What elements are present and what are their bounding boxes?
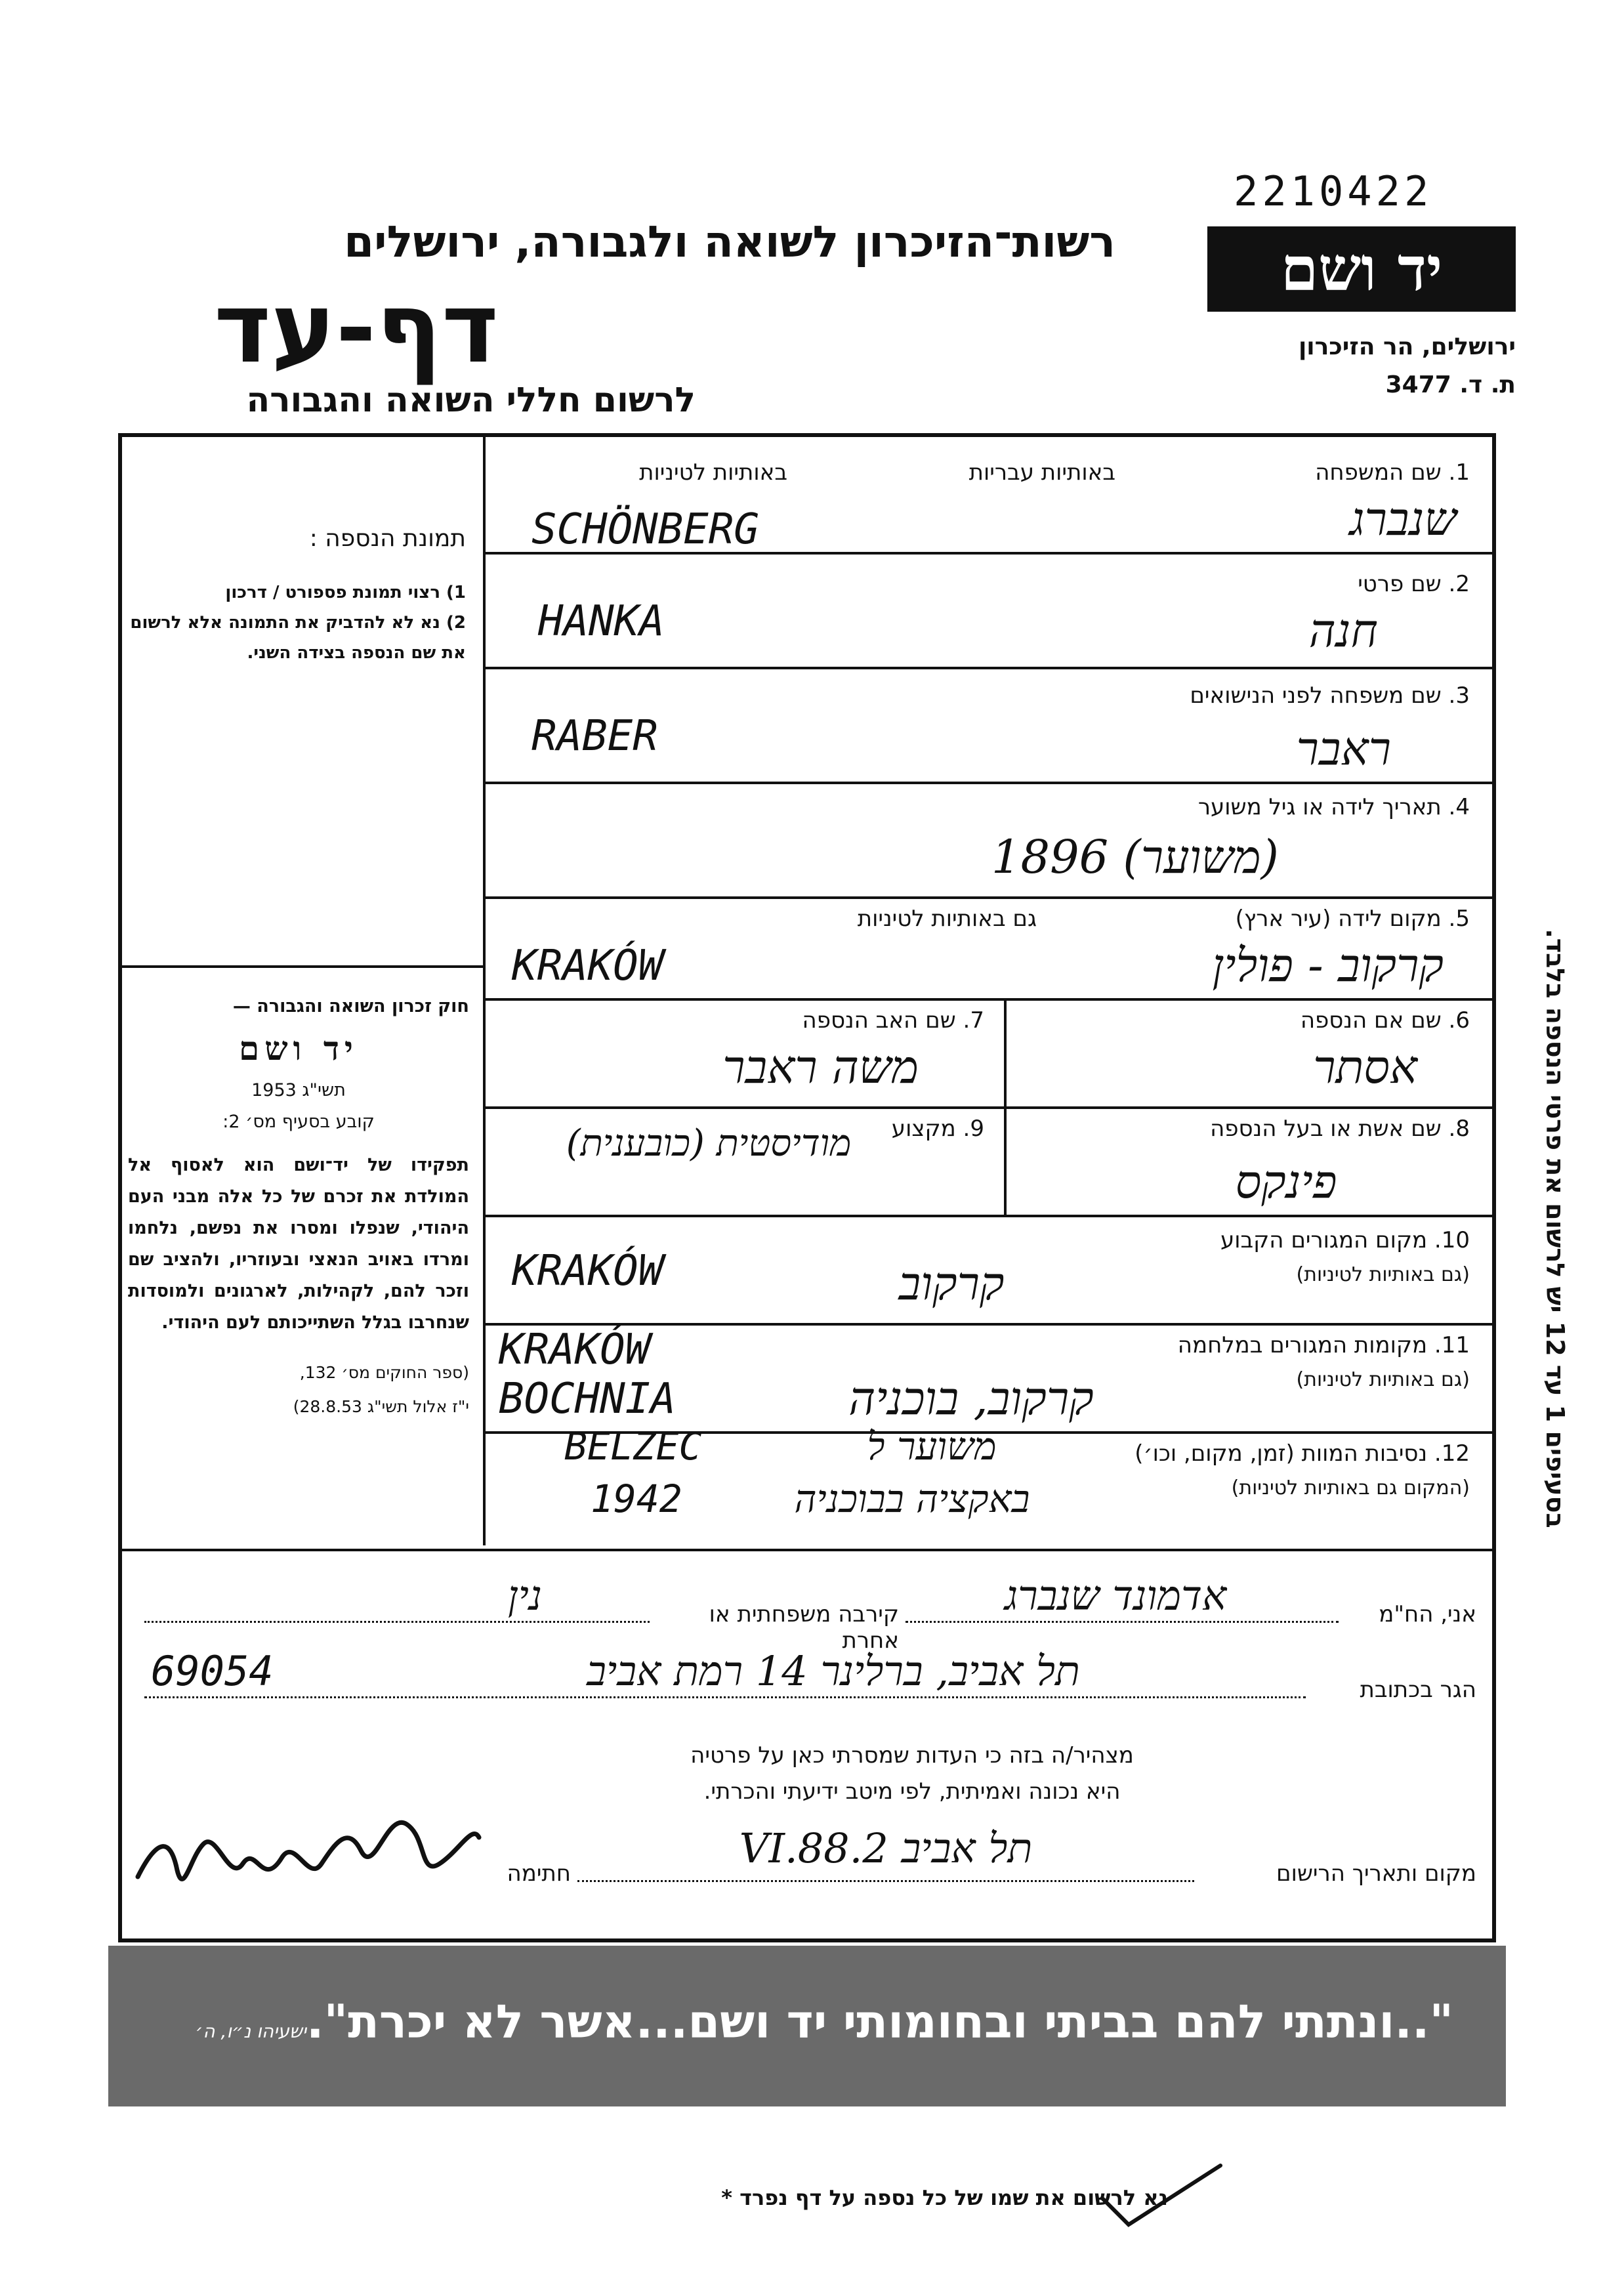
field-5-latin-value: KRAKÓW xyxy=(512,942,664,990)
field-1-label xyxy=(1220,459,1470,486)
law-line3: תשי"ג 1953 xyxy=(251,1080,346,1100)
photo-box-instructions xyxy=(125,577,466,668)
place-date-line xyxy=(577,1880,1194,1882)
field-4-value: (משוער) 1896 xyxy=(991,830,1279,884)
place-date-label: מקום ותאריך הרישום xyxy=(1276,1860,1476,1887)
field-6-label-text: שם אם הנספה xyxy=(1300,1007,1442,1034)
field-11-sub: (גם באותיות לטיניות) xyxy=(1296,1368,1470,1391)
authority-heading: רשות־הזיכרון לשואה ולגבורה, ירושלים xyxy=(344,217,1115,267)
field-12-hebrew-value-1: משוער ל xyxy=(867,1424,997,1469)
field-10-label xyxy=(1076,1227,1470,1253)
field-11-num: 11. xyxy=(1434,1332,1470,1358)
field-10-num: 10. xyxy=(1434,1227,1470,1253)
field-5-hebrew-value: קרקוב - פולין xyxy=(1212,938,1444,992)
field-10-sub: (גם באותיות לטיניות) xyxy=(1296,1263,1470,1286)
field-8-value: פינקס xyxy=(1235,1155,1337,1209)
serial-number: 2210422 xyxy=(1234,167,1433,215)
field-5-latin-col: גם באותיות לטיניות xyxy=(857,906,1037,932)
declaration-i-label: אני, הח"מ xyxy=(1379,1601,1476,1627)
field-2-hebrew-value: חנה xyxy=(1308,604,1378,658)
declaration-zip-value: 69054 xyxy=(151,1647,274,1695)
signature-label: חתימה xyxy=(507,1860,571,1887)
field-3-label xyxy=(1050,682,1470,709)
field-7-label-text: שם האב הנספה xyxy=(802,1007,956,1034)
field-1-latin-value: SCHÖNBERG xyxy=(531,505,759,554)
field-12-num: 12. xyxy=(1434,1440,1470,1467)
field-6-label xyxy=(1181,1007,1470,1034)
field-1-hebrew-value: שנברג xyxy=(1349,492,1457,546)
footnote-text: נא לרשום את שמו של כל נספה על דף נפרד xyxy=(739,2185,1168,2210)
field-3-latin-value: RABER xyxy=(531,712,658,761)
field-10-label-text: מקום המגורים הקבוע xyxy=(1220,1227,1428,1253)
field-1-label-text: שם המשפחה xyxy=(1315,459,1442,486)
yad-vashem-logo: יד ושם xyxy=(1207,226,1516,312)
field-10-latin-value: KRAKÓW xyxy=(512,1247,664,1295)
field-4-num: 4. xyxy=(1448,794,1470,820)
field-12-hebrew-value-2: באקציה בבוכניה xyxy=(794,1477,1030,1521)
field-2-num: 2. xyxy=(1448,571,1470,597)
field-7-value: משה ראבר xyxy=(722,1040,919,1094)
field-8-label xyxy=(1076,1116,1470,1142)
law-source2: י"ז אלול תשי"ג 28.8.53) xyxy=(293,1397,469,1416)
field-12-latin-value-2: 1942 xyxy=(591,1477,682,1521)
field-12-label-text: נסיבות המוות (זמן, מקום, וכו׳) xyxy=(1135,1440,1428,1467)
declaration-statement-2: היא נכונה ואמיתית, לפי מיטב ידיעתי והכרתי. xyxy=(703,1778,1121,1805)
photo-instruction-1: 1) רצוי תמונת פספורט / דרכון xyxy=(225,583,466,602)
field-5-label-text: מקום לידה xyxy=(1338,906,1442,932)
law-line1: חוק זכרון השואה והגבורה — xyxy=(232,996,469,1016)
checkmark-icon xyxy=(1096,2159,1227,2231)
field-6-num: 6. xyxy=(1448,1007,1470,1034)
side-note-text: בסעיפים 1 עד 12 יש לרשום את פרטי הנספה בלבד. xyxy=(1541,929,1570,1528)
page-subtitle: לרשום חללי השואה והגבורה xyxy=(246,381,696,420)
field-5-hint: (עיר ארץ) xyxy=(1235,906,1331,932)
quote-banner-text xyxy=(108,1995,1453,2049)
field-11-label-text: מקומות המגורים במלחמה xyxy=(1177,1332,1428,1358)
law-body: תפקידו של יד־ושם הוא לאסוף אל המולדת את זכרם של כל אלה מבני העם היהודי, שנפלו ומסרו את נפשם, נלחמו ומרדו באויב הנאצי ובעוזריו, ולהציב שם וזכר להם, לקהילות, לארגונים ולמוסדות שנחרבו בגלל השתייכותם לעם היהודי. xyxy=(128,1155,469,1333)
banner-reference: ישעיהו נ״ו, ה׳ xyxy=(195,2021,307,2042)
banner-quote: "..ונתתי להם בביתי ובחומותי יד ושם...אשר לא יכרת". xyxy=(306,1995,1453,2049)
field-9-num: 9. xyxy=(963,1116,984,1142)
photo-instruction-2: 2) נא לא להדביק את התמונה אלא לרשום את שם הנספה בצידה השני. xyxy=(130,613,466,663)
field-11-label xyxy=(1076,1332,1470,1358)
field-3-label-text: שם משפחה לפני הנישואים xyxy=(1190,682,1442,709)
logo-address-line2: ת. ד. 3477 xyxy=(1385,371,1516,398)
field-2-latin-value: HANKA xyxy=(538,597,665,646)
field-7-label xyxy=(656,1007,984,1034)
field-12-sub: (המקום גם באותיות לטיניות) xyxy=(1231,1477,1470,1499)
declaration-relation-line xyxy=(144,1621,650,1623)
field-1-hebrew-col: באותיות עבריות xyxy=(968,459,1115,486)
declaration-address-line xyxy=(144,1696,1306,1698)
field-11-latin-value-1: KRAKÓW xyxy=(499,1326,651,1374)
field-7-num: 7. xyxy=(963,1007,984,1034)
field-3-num: 3. xyxy=(1448,682,1470,709)
field-9-label-text: מקצוע xyxy=(891,1116,956,1142)
photo-box-title: תמונת הנספה : xyxy=(309,525,466,552)
field-4-label xyxy=(1050,794,1470,820)
declaration-divider xyxy=(118,1549,1496,1551)
field-11-hebrew-value: קרקוב, בוכניה xyxy=(848,1372,1094,1425)
declaration-relation-label: קירבה משפחתית או אחרת xyxy=(709,1601,899,1654)
field-10-hebrew-value: קרקוב xyxy=(898,1257,1005,1310)
side-note xyxy=(1535,787,1575,1673)
signature-mark xyxy=(131,1785,486,1916)
field-3-hebrew-value: ראבר xyxy=(1296,722,1391,776)
footnote: נא לרשום את שמו של כל נספה על דף נפרד * xyxy=(721,2185,1168,2210)
field-8-num: 8. xyxy=(1448,1116,1470,1142)
declaration-statement-1: מצהיר/ה בזה כי העדות שמסרתי כאן על פרטיה xyxy=(690,1742,1134,1769)
declaration-i-line xyxy=(906,1621,1339,1623)
law-line2: יד ושם xyxy=(239,1029,358,1068)
declaration-address-value: תל אביב, ברלינר 14 רמת אביב xyxy=(587,1647,1080,1695)
photo-box xyxy=(118,433,486,968)
place-date-value: תל אביב 2.VI.88 xyxy=(739,1824,1033,1872)
law-text xyxy=(128,991,469,1423)
field-11-latin-value-2: BOCHNIA xyxy=(499,1375,676,1423)
law-line4: קובע בסעיף מס׳ 2: xyxy=(222,1112,375,1132)
page-title: דף-עד xyxy=(214,272,499,385)
field-12-latin-value-1: BELZEC xyxy=(564,1424,702,1469)
field-5-num: 5. xyxy=(1448,906,1470,932)
declaration-address-label: הגר בכתובת xyxy=(1360,1677,1476,1703)
field-2-label xyxy=(1220,571,1470,597)
field-1-num: 1. xyxy=(1448,459,1470,486)
declaration-i-value: אדמונד שנברג xyxy=(1004,1572,1227,1620)
logo-address xyxy=(1201,328,1516,404)
field-9-value: מודיסטית (כובענית) xyxy=(566,1122,852,1165)
field-8-label-text: שם אשת או בעל הנספה xyxy=(1210,1116,1442,1142)
field-6-value: אסתר xyxy=(1313,1040,1417,1094)
field-5-label xyxy=(1050,906,1470,932)
field-2-label-text: שם פרטי xyxy=(1358,571,1442,597)
field-4-label-text: תאריך לידה או גיל משוער xyxy=(1197,794,1442,820)
declaration-relation-value: נין xyxy=(507,1572,543,1620)
field-1-latin-col: באותיות לטיניות xyxy=(639,459,787,486)
logo-address-line1: ירושלים, הר הזיכרון xyxy=(1298,333,1516,360)
law-source1: (ספר החוקים מס׳ 132, xyxy=(299,1363,469,1382)
